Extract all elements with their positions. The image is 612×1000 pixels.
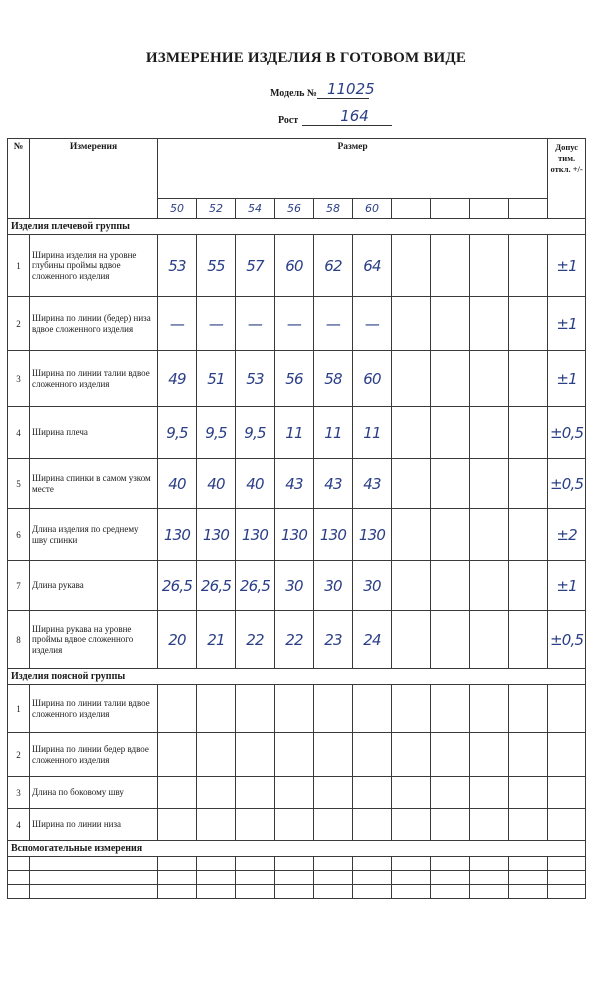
value-cell: 49 (158, 351, 197, 407)
tolerance-cell: ±0,5 (548, 459, 586, 509)
measure-name: Ширина плеча (30, 407, 158, 459)
value-cell: 130 (353, 509, 392, 561)
size-cell: 54 (236, 199, 275, 219)
table-row (8, 809, 586, 841)
value-cell (509, 733, 548, 777)
value-cell (431, 235, 470, 297)
value-cell: 9,5 (158, 407, 197, 459)
value-cell (197, 777, 236, 809)
measure-name: Ширина по линии талии вдвое сложенного изделия (30, 351, 158, 407)
row-number: 8 (8, 611, 30, 669)
empty-cell (30, 871, 158, 885)
value-cell (509, 351, 548, 407)
value-cell (470, 561, 509, 611)
document-title: ИЗМЕРЕНИЕ ИЗДЕЛИЯ В ГОТОВОМ ВИДЕ (145, 50, 467, 66)
row-number: 1 (8, 235, 30, 297)
value-cell (470, 297, 509, 351)
value-cell: 57 (236, 235, 275, 297)
empty-cell (392, 885, 431, 899)
measurements-table (7, 138, 586, 899)
section-row (8, 219, 586, 235)
value-cell (509, 509, 548, 561)
row-number: 6 (8, 509, 30, 561)
value-cell: 30 (275, 561, 314, 611)
value-cell (275, 809, 314, 841)
value-cell: 24 (353, 611, 392, 669)
empty-cell (431, 885, 470, 899)
empty-cell (548, 857, 586, 871)
value-cell (158, 733, 197, 777)
value-cell (470, 509, 509, 561)
value-cell (548, 777, 586, 809)
value-cell (392, 809, 431, 841)
table-row (8, 777, 586, 809)
table-row (8, 611, 586, 669)
value-cell: 51 (197, 351, 236, 407)
height-label: Рост (278, 115, 299, 126)
value-cell: — (275, 297, 314, 351)
value-cell (314, 733, 353, 777)
value-cell: 130 (314, 509, 353, 561)
value-cell (431, 509, 470, 561)
value-cell (548, 809, 586, 841)
empty-cell (236, 871, 275, 885)
empty-cell (8, 885, 30, 899)
value-cell (314, 777, 353, 809)
value-cell (470, 611, 509, 669)
value-cell: 11 (314, 407, 353, 459)
value-cell (509, 561, 548, 611)
empty-cell (197, 871, 236, 885)
value-cell (275, 777, 314, 809)
value-cell: — (197, 297, 236, 351)
value-cell (197, 733, 236, 777)
measure-name: Ширина рукава на уровне проймы вдвое сложенного изделия (30, 611, 158, 669)
value-cell (197, 685, 236, 733)
tolerance-cell: ±0,5 (548, 611, 586, 669)
empty-cell (509, 871, 548, 885)
row-number: 1 (8, 685, 30, 733)
col-header-number: № (8, 139, 30, 219)
empty-cell (8, 857, 30, 871)
empty-cell (314, 857, 353, 871)
value-cell: 40 (236, 459, 275, 509)
tolerance-cell: ±0,5 (548, 407, 586, 459)
value-cell (509, 235, 548, 297)
value-cell (470, 777, 509, 809)
value-cell (353, 777, 392, 809)
row-number: 5 (8, 459, 30, 509)
value-cell: 26,5 (197, 561, 236, 611)
section-row (8, 669, 586, 685)
value-cell: 130 (275, 509, 314, 561)
empty-cell (548, 871, 586, 885)
value-cell: 43 (314, 459, 353, 509)
value-cell: 11 (353, 407, 392, 459)
empty-cell (30, 857, 158, 871)
value-cell (470, 407, 509, 459)
value-cell (470, 459, 509, 509)
value-cell (392, 561, 431, 611)
value-cell: 43 (275, 459, 314, 509)
model-field (270, 80, 375, 99)
value-cell (470, 685, 509, 733)
value-cell (236, 685, 275, 733)
value-cell (509, 297, 548, 351)
value-cell (548, 733, 586, 777)
height-value: 164 (340, 107, 369, 125)
row-number: 2 (8, 733, 30, 777)
section-row (8, 841, 586, 857)
value-cell: 55 (197, 235, 236, 297)
table-row (8, 509, 586, 561)
size-cell (509, 199, 548, 219)
tolerance-cell: ±1 (548, 235, 586, 297)
col-header-tolerance: Допус тим. откл. +/- (548, 139, 586, 219)
model-value: 11025 (326, 80, 375, 98)
table-row (8, 685, 586, 733)
tolerance-cell: ±2 (548, 509, 586, 561)
value-cell (314, 685, 353, 733)
value-cell (431, 407, 470, 459)
value-cell: 60 (353, 351, 392, 407)
measure-name: Ширина по линии (бедер) низа вдвое сложенного изделия (30, 297, 158, 351)
empty-cell (353, 871, 392, 885)
value-cell: 30 (353, 561, 392, 611)
value-cell: 62 (314, 235, 353, 297)
table-header-row (8, 139, 586, 199)
value-cell: 26,5 (236, 561, 275, 611)
empty-cell (158, 857, 197, 871)
row-number: 4 (8, 407, 30, 459)
value-cell (197, 809, 236, 841)
empty-cell (236, 885, 275, 899)
measure-name: Ширина по линии бедер вдвое сложенного изделия (30, 733, 158, 777)
empty-cell (314, 871, 353, 885)
empty-cell (314, 885, 353, 899)
table-row (8, 871, 586, 885)
value-cell (431, 611, 470, 669)
empty-cell (353, 857, 392, 871)
empty-cell (509, 885, 548, 899)
value-cell (275, 685, 314, 733)
value-cell (470, 351, 509, 407)
size-cell: 60 (353, 199, 392, 219)
empty-cell (470, 857, 509, 871)
size-cell (392, 199, 431, 219)
table-row (8, 297, 586, 351)
value-cell (509, 685, 548, 733)
empty-cell (275, 885, 314, 899)
value-cell (392, 509, 431, 561)
size-cell (470, 199, 509, 219)
size-cell (431, 199, 470, 219)
value-cell: 130 (236, 509, 275, 561)
value-cell (431, 297, 470, 351)
value-cell: 43 (353, 459, 392, 509)
value-cell: 30 (314, 561, 353, 611)
value-cell: — (353, 297, 392, 351)
table-row (8, 857, 586, 871)
size-cell: 52 (197, 199, 236, 219)
value-cell (431, 351, 470, 407)
row-number: 3 (8, 351, 30, 407)
measure-name: Длина рукава (30, 561, 158, 611)
size-cell: 58 (314, 199, 353, 219)
value-cell (509, 611, 548, 669)
value-cell: 56 (275, 351, 314, 407)
empty-cell (470, 871, 509, 885)
section-title: Изделия плечевой группы (8, 219, 586, 235)
value-cell: 130 (158, 509, 197, 561)
col-header-size: Размер (158, 139, 548, 199)
value-cell: 21 (197, 611, 236, 669)
table-row (8, 351, 586, 407)
measure-name: Длина изделия по среднему шву спинки (30, 509, 158, 561)
model-label: Модель № (270, 88, 317, 99)
value-cell (431, 685, 470, 733)
value-cell (431, 809, 470, 841)
value-cell (158, 777, 197, 809)
table-row (8, 733, 586, 777)
value-cell (353, 809, 392, 841)
empty-cell (236, 857, 275, 871)
measure-name: Длина по боковому шву (30, 777, 158, 809)
table-row (8, 459, 586, 509)
value-cell: 22 (275, 611, 314, 669)
value-cell: — (314, 297, 353, 351)
empty-cell (470, 885, 509, 899)
table-row (8, 235, 586, 297)
value-cell (236, 777, 275, 809)
row-number: 3 (8, 777, 30, 809)
empty-cell (158, 871, 197, 885)
section-title: Изделия поясной группы (8, 669, 586, 685)
measure-name: Ширина по линии низа (30, 809, 158, 841)
empty-cell (275, 857, 314, 871)
value-cell: 53 (236, 351, 275, 407)
value-cell (392, 685, 431, 733)
value-cell (509, 809, 548, 841)
empty-cell (158, 885, 197, 899)
table-row (8, 885, 586, 899)
row-number: 4 (8, 809, 30, 841)
value-cell (470, 733, 509, 777)
value-cell (509, 459, 548, 509)
value-cell: 130 (197, 509, 236, 561)
value-cell (392, 407, 431, 459)
size-cell: 50 (158, 199, 197, 219)
value-cell: 20 (158, 611, 197, 669)
value-cell (470, 809, 509, 841)
value-cell (509, 777, 548, 809)
value-cell (392, 459, 431, 509)
value-cell (431, 459, 470, 509)
empty-cell (392, 857, 431, 871)
value-cell: 53 (158, 235, 197, 297)
empty-cell (30, 885, 158, 899)
measure-name: Ширина изделия на уровне глубины проймы вдвое сложенного изделия (30, 235, 158, 297)
empty-cell (548, 885, 586, 899)
height-field (278, 107, 392, 126)
table-row (8, 561, 586, 611)
tolerance-cell: ±1 (548, 561, 586, 611)
empty-cell (431, 871, 470, 885)
row-number: 2 (8, 297, 30, 351)
value-cell: 11 (275, 407, 314, 459)
value-cell (392, 351, 431, 407)
section-title: Вспомогательные измерения (8, 841, 586, 857)
value-cell (470, 235, 509, 297)
value-cell: 64 (353, 235, 392, 297)
empty-cell (392, 871, 431, 885)
value-cell (158, 809, 197, 841)
empty-cell (197, 885, 236, 899)
value-cell (392, 235, 431, 297)
value-cell: 40 (197, 459, 236, 509)
value-cell (236, 733, 275, 777)
value-cell: 23 (314, 611, 353, 669)
value-cell (392, 297, 431, 351)
table-row (8, 407, 586, 459)
value-cell (431, 733, 470, 777)
value-cell (314, 809, 353, 841)
value-cell (392, 777, 431, 809)
col-header-measure: Измерения (30, 139, 158, 219)
value-cell (392, 611, 431, 669)
empty-cell (509, 857, 548, 871)
measure-name: Ширина по линии талии вдвое сложенного изделия (30, 685, 158, 733)
value-cell: 9,5 (197, 407, 236, 459)
empty-cell (275, 871, 314, 885)
empty-cell (431, 857, 470, 871)
value-cell (158, 685, 197, 733)
value-cell (353, 733, 392, 777)
value-cell: 9,5 (236, 407, 275, 459)
value-cell: 40 (158, 459, 197, 509)
value-cell (431, 777, 470, 809)
value-cell (431, 561, 470, 611)
value-cell (236, 809, 275, 841)
size-cell: 56 (275, 199, 314, 219)
measure-name: Ширина спинки в самом узком месте (30, 459, 158, 509)
value-cell: — (158, 297, 197, 351)
value-cell (509, 407, 548, 459)
empty-cell (353, 885, 392, 899)
tolerance-cell: ±1 (548, 351, 586, 407)
empty-cell (8, 871, 30, 885)
value-cell: 60 (275, 235, 314, 297)
tolerance-cell: ±1 (548, 297, 586, 351)
value-cell: 22 (236, 611, 275, 669)
empty-cell (197, 857, 236, 871)
value-cell: 26,5 (158, 561, 197, 611)
value-cell (275, 733, 314, 777)
value-cell: — (236, 297, 275, 351)
value-cell (353, 685, 392, 733)
row-number: 7 (8, 561, 30, 611)
value-cell: 58 (314, 351, 353, 407)
value-cell (548, 685, 586, 733)
value-cell (392, 733, 431, 777)
